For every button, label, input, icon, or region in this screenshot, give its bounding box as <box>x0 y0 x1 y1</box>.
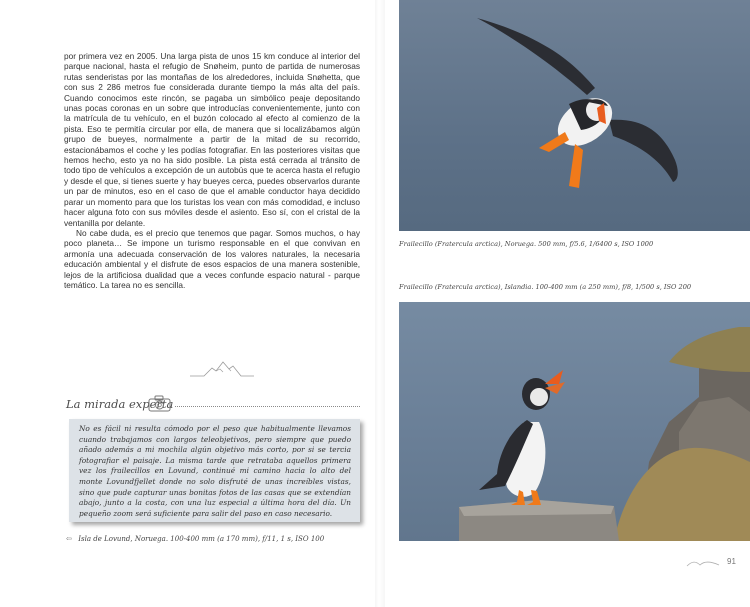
arrow-left-icon: ⇦ <box>66 535 72 543</box>
puffin-flight-illustration <box>399 0 750 231</box>
section-header <box>63 393 363 415</box>
photo-1-caption: Frailecillo (Fratercula arctica), Noruega. 500 mm, f/5.6, 1/6400 s, ISO 1000 <box>399 240 654 248</box>
body-text <box>64 51 360 290</box>
section-title: La mirada experta <box>66 397 174 411</box>
expert-tip-box <box>69 419 360 522</box>
puffin-flight-photo <box>399 0 750 231</box>
section-divider <box>175 406 360 407</box>
left-caption-text: Isla de Lovund, Noruega. 100-400 mm (a 170 mm), f/11, 1 s, ISO 100 <box>78 535 325 543</box>
camera-icon <box>147 393 173 413</box>
puffin-cliff-photo <box>399 302 750 541</box>
body-paragraph-2: No cabe duda, es el precio que tenemos que pagar. Somos muchos, o hay poco planeta… Se impone un turismo responsable en el que convivan en armonía una adecuada conservación de los valores naturales, la necesaria educación ambiental y el disfrute de esos espacios de una manera sostenible, lejos de la artificiosa dualidad que a veces confunde espacio natural - parque temático. La tarea no es sencilla. <box>64 227 360 290</box>
folio-logo-icon <box>686 559 720 568</box>
photo-2-caption: Frailecillo (Fratercula arctica), Islandia. 100-400 mm (a 250 mm), f/8, 1/500 s, ISO 200 <box>399 283 692 291</box>
left-photo-caption <box>66 535 366 543</box>
expert-tip-text: No es fácil ni resulta cómodo por el peso que habitualmente llevamos cuando trabajamos con largos teleobjetivos, pero siempre que puedo añado además a mi mochila algún objetivo más corto, por si se tercia fotografiar el paisaje. La misma tarde que retrataba aquellos primera vez los frailecillos en Lovund, continué mi camino hacia lo alto del monte Lovundfjellet donde no solo disfruté de unas increíbles vistas, sino que pude capturar unas bonitas fotos de las casas que se extendían abajo, junto a la costa, con una luz especial a última hora del día. Un pequeño zoom será suficiente para salir del paso en caso necesario. <box>79 424 351 518</box>
page-gutter <box>375 0 385 607</box>
page-number: 91 <box>727 557 736 566</box>
puffin-cliff-illustration <box>399 302 750 541</box>
mountain-ornament-icon <box>190 357 254 379</box>
page-folio <box>686 556 746 570</box>
body-paragraph-1: por primera vez en 2005. Una larga pista de unos 15 km conduce al interior del parque nacional, hasta el refugio de Snøheim, punto de partida de numerosas rutas senderistas por las montañas de los alrededores, incluida Snøhetta, que con sus 2 286 metros fue considerada durante tiempo la más alta del país. Cuando conocimos este rincón, se pagaba un simbólico peaje depositando unas pocas coronas en un sobre que introducías convenientemente, junto con la matrícula de tu vehículo, en el buzón colocado al efecto al comienzo de la pista. Eso te permitía circular por ella, de manera que si localizábamos algún grupo de bueyes, normalmente a partir de la mitad de su recorrido, estacionábamos el coche y les podías fotografiar. En las posteriores visitas que hemos hecho, esto ya no ha sido posible. La pista está cerrada al tránsito de todo tipo de vehículos a excepción de un autobús que te acerca hasta el refugio y desde el que, si tienes suerte y hay bueyes cerca, puedes observarlos durante un par de minutos, eso en el caso de que el amable conductor haya decidido parar un momento para que los turistas los vean con más comodidad, e incluso hacer alguna foto con sus móviles desde el asiento. Eso sí, con el cristal de la ventanilla por delante. <box>64 51 360 228</box>
